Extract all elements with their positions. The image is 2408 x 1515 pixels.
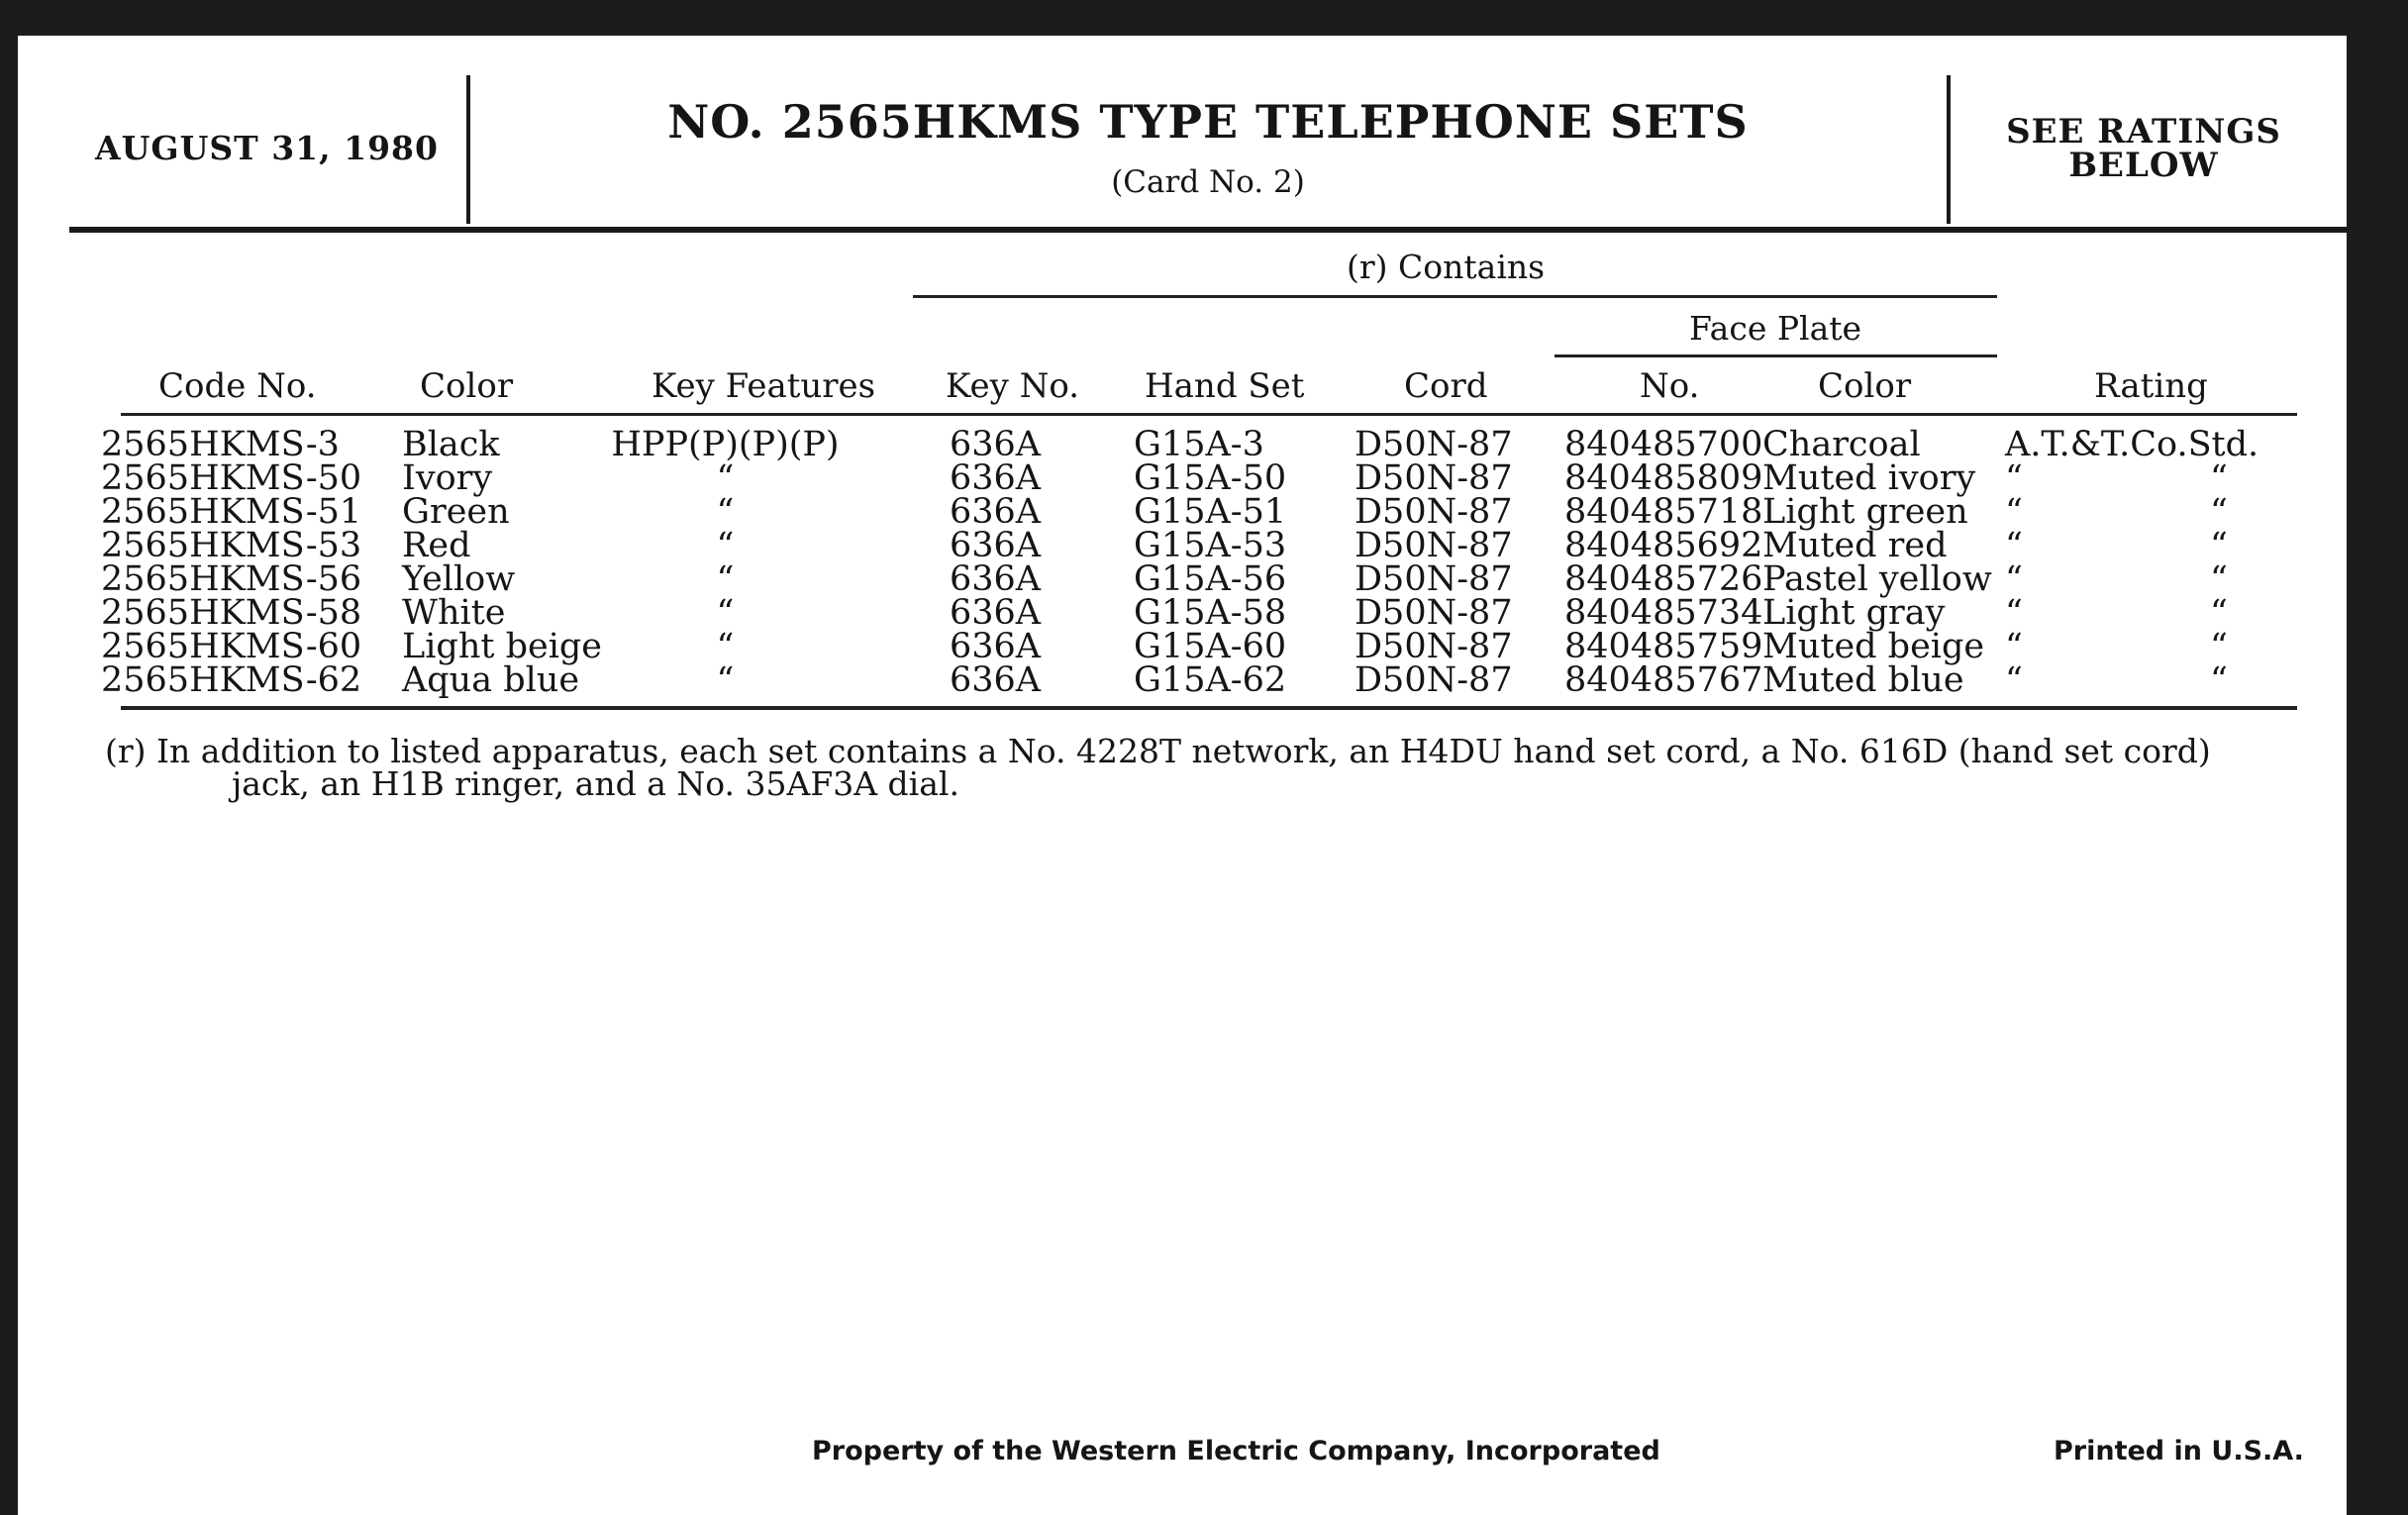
key-no-cell: 636A bbox=[949, 593, 1042, 633]
face-plate-color-cell: Charcoal bbox=[1762, 425, 1921, 464]
key-features-cell: “ bbox=[716, 492, 735, 532]
face-plate-no-cell: 840485726 bbox=[1564, 559, 1763, 599]
table-row bbox=[0, 526, 2408, 565]
column-header-rating: Rating bbox=[2094, 366, 2208, 406]
table-bottom-rule bbox=[121, 706, 2297, 710]
ratings-line-2: BELOW bbox=[2068, 146, 2219, 185]
rating-ditto-cell: “ bbox=[2210, 660, 2228, 700]
table-row bbox=[0, 425, 2408, 464]
footnote-line-2: jack, an H1B ringer, and a No. 35AF3A dial. bbox=[232, 764, 959, 803]
code-cell: 2565HKMS-58 bbox=[101, 593, 362, 633]
header-divider-right bbox=[1947, 75, 1951, 224]
code-cell: 2565HKMS-50 bbox=[101, 458, 362, 498]
rating-ditto-cell: “ bbox=[2210, 492, 2228, 532]
column-header-rule bbox=[121, 413, 2297, 416]
rating-ditto-cell: “ bbox=[2210, 627, 2228, 666]
face-plate-color-cell: Pastel yellow bbox=[1762, 559, 1992, 599]
face-plate-no-cell: 840485718 bbox=[1564, 492, 1763, 532]
footer-property: Property of the Western Electric Company, Incorporated bbox=[812, 1436, 1660, 1466]
column-header-hand-set: Hand Set bbox=[1145, 366, 1305, 406]
column-header-face-plate-color: Color bbox=[1818, 366, 1912, 406]
code-cell: 2565HKMS-3 bbox=[101, 425, 340, 464]
face-plate-color-cell: Muted ivory bbox=[1762, 458, 1976, 498]
rating-ditto-cell: “ bbox=[2005, 559, 2023, 599]
key-features-cell: “ bbox=[716, 593, 735, 633]
column-header-code: Code No. bbox=[158, 366, 317, 406]
ratings-line-1: SEE RATINGS bbox=[2006, 112, 2281, 152]
column-header-color: Color bbox=[420, 366, 514, 406]
table-row bbox=[0, 492, 2408, 532]
color-cell: Yellow bbox=[402, 559, 516, 599]
cord-cell: D50N-87 bbox=[1354, 425, 1513, 464]
footnote-line-1: (r) In addition to listed apparatus, each set contains a No. 4228T network, an H4DU hand set cord, a No. 616D (hand set cord) bbox=[105, 732, 2211, 770]
face-plate-no-cell: 840485734 bbox=[1564, 593, 1763, 633]
key-features-cell: “ bbox=[716, 627, 735, 666]
face-plate-no-cell: 840485767 bbox=[1564, 660, 1763, 700]
hand-set-cell: G15A-3 bbox=[1134, 425, 1264, 464]
contains-group-heading: (r) Contains bbox=[1347, 248, 1546, 286]
cord-cell: D50N-87 bbox=[1354, 660, 1513, 700]
key-no-cell: 636A bbox=[949, 458, 1042, 498]
key-features-cell: “ bbox=[716, 458, 735, 498]
table-row bbox=[0, 559, 2408, 599]
rating-ditto-cell: “ bbox=[2005, 660, 2023, 700]
color-cell: Red bbox=[402, 526, 471, 565]
hand-set-cell: G15A-51 bbox=[1134, 492, 1287, 532]
card-subtitle: (Card No. 2) bbox=[1111, 164, 1305, 200]
key-features-cell: HPP(P)(P)(P) bbox=[611, 425, 840, 464]
rating-cell: A.T.&T.Co.Std. bbox=[2005, 425, 2259, 464]
color-cell: Light beige bbox=[402, 627, 603, 666]
cord-cell: D50N-87 bbox=[1354, 593, 1513, 633]
column-header-face-plate-no: No. bbox=[1640, 366, 1700, 406]
column-header-cord: Cord bbox=[1404, 366, 1488, 406]
color-cell: Green bbox=[402, 492, 510, 532]
code-cell: 2565HKMS-53 bbox=[101, 526, 362, 565]
face-plate-no-cell: 840485809 bbox=[1564, 458, 1763, 498]
rating-ditto-cell: “ bbox=[2005, 526, 2023, 565]
key-no-cell: 636A bbox=[949, 425, 1042, 464]
card-title: NO. 2565HKMS TYPE TELEPHONE SETS bbox=[667, 95, 1749, 149]
column-header-key-no: Key No. bbox=[946, 366, 1080, 406]
rating-ditto-cell: “ bbox=[2210, 559, 2228, 599]
rating-ditto-cell: “ bbox=[2005, 627, 2023, 666]
color-cell: Black bbox=[402, 425, 500, 464]
ratings-note bbox=[1956, 112, 2332, 185]
table-row bbox=[0, 593, 2408, 633]
key-no-cell: 636A bbox=[949, 526, 1042, 565]
cord-cell: D50N-87 bbox=[1354, 526, 1513, 565]
cord-cell: D50N-87 bbox=[1354, 492, 1513, 532]
header-bottom-rule bbox=[69, 227, 2347, 233]
hand-set-cell: G15A-50 bbox=[1134, 458, 1287, 498]
code-cell: 2565HKMS-62 bbox=[101, 660, 362, 700]
face-plate-rule bbox=[1555, 354, 1997, 357]
key-features-cell: “ bbox=[716, 559, 735, 599]
code-cell: 2565HKMS-60 bbox=[101, 627, 362, 666]
key-features-cell: “ bbox=[716, 660, 735, 700]
face-plate-color-cell: Light green bbox=[1762, 492, 1968, 532]
key-no-cell: 636A bbox=[949, 627, 1042, 666]
code-cell: 2565HKMS-51 bbox=[101, 492, 362, 532]
cord-cell: D50N-87 bbox=[1354, 627, 1513, 666]
face-plate-color-cell: Muted blue bbox=[1762, 660, 1964, 700]
table-row bbox=[0, 660, 2408, 700]
color-cell: Ivory bbox=[402, 458, 493, 498]
footnote bbox=[105, 732, 2313, 803]
key-features-cell: “ bbox=[716, 526, 735, 565]
rating-ditto-cell: “ bbox=[2210, 593, 2228, 633]
key-no-cell: 636A bbox=[949, 492, 1042, 532]
face-plate-color-cell: Muted beige bbox=[1762, 627, 1985, 666]
key-no-cell: 636A bbox=[949, 660, 1042, 700]
table-row bbox=[0, 458, 2408, 498]
rating-ditto-cell: “ bbox=[2210, 458, 2228, 498]
hand-set-cell: G15A-62 bbox=[1134, 660, 1287, 700]
cord-cell: D50N-87 bbox=[1354, 458, 1513, 498]
key-no-cell: 636A bbox=[949, 559, 1042, 599]
contains-rule bbox=[913, 295, 1997, 298]
hand-set-cell: G15A-53 bbox=[1134, 526, 1287, 565]
rating-ditto-cell: “ bbox=[2005, 458, 2023, 498]
footer-printed: Printed in U.S.A. bbox=[2054, 1436, 2304, 1466]
code-cell: 2565HKMS-56 bbox=[101, 559, 362, 599]
color-cell: Aqua blue bbox=[402, 660, 580, 700]
face-plate-no-cell: 840485700 bbox=[1564, 425, 1763, 464]
table-row bbox=[0, 627, 2408, 666]
face-plate-no-cell: 840485759 bbox=[1564, 627, 1763, 666]
hand-set-cell: G15A-58 bbox=[1134, 593, 1287, 633]
column-header-key-features: Key Features bbox=[652, 366, 876, 406]
color-cell: White bbox=[402, 593, 506, 633]
face-plate-no-cell: 840485692 bbox=[1564, 526, 1763, 565]
rating-ditto-cell: “ bbox=[2005, 492, 2023, 532]
hand-set-cell: G15A-60 bbox=[1134, 627, 1287, 666]
rating-ditto-cell: “ bbox=[2005, 593, 2023, 633]
hand-set-cell: G15A-56 bbox=[1134, 559, 1287, 599]
issue-date: AUGUST 31, 1980 bbox=[95, 129, 439, 167]
face-plate-color-cell: Light gray bbox=[1762, 593, 1946, 633]
face-plate-color-cell: Muted red bbox=[1762, 526, 1948, 565]
rating-ditto-cell: “ bbox=[2210, 526, 2228, 565]
cord-cell: D50N-87 bbox=[1354, 559, 1513, 599]
face-plate-group-heading: Face Plate bbox=[1689, 309, 1862, 348]
